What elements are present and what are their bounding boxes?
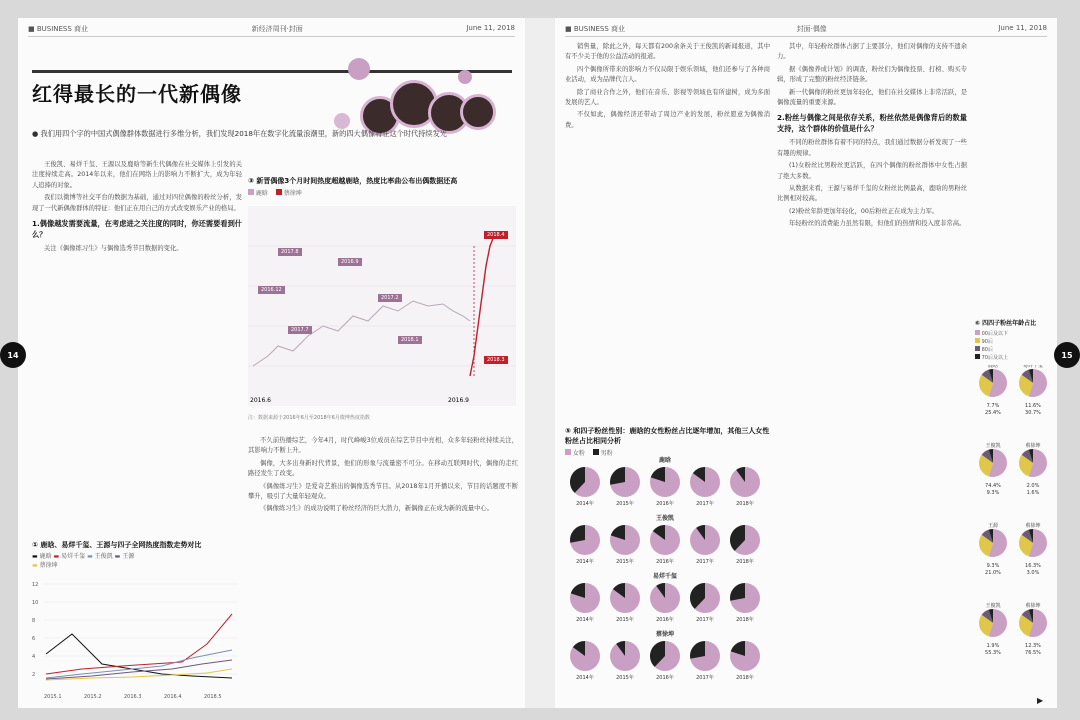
pie-value-label: 1.9%: [986, 643, 1000, 649]
body-column-3: [565, 42, 770, 133]
paragraph: 我们以微博等社交平台的数据为基础，通过对四位偶像的粉丝分析，发现了一代新偶像群体的特征：他们正在用自己的方式改变娱乐产业的格局。: [32, 194, 242, 212]
pie-caption: 2015年: [616, 501, 634, 507]
subheading: 2.粉丝与偶像之间是依存关系，粉丝依然是偶像背后的数量支持，这个群体的价值是什么？: [777, 113, 967, 134]
paragraph: 《偶像练习生》是爱奇艺推出的偶像选秀节目。从2018年1月开播以来，节目的话题度不断攀升，吸引了大量年轻观众。: [248, 482, 518, 501]
pie-value-label: 74.4%: [985, 483, 1001, 489]
page-header: [565, 24, 1047, 37]
chart-tag: 2017.2: [378, 294, 402, 302]
figure-1-chart: [32, 574, 240, 704]
paragraph: (2)粉丝年龄更加年轻化，00后粉丝正在成为主力军。: [789, 207, 939, 215]
legend-caixukun: 蔡徐坤: [283, 190, 302, 197]
legend-item: 70后及以上: [981, 355, 1008, 361]
pie-value-label: 11.6%: [1025, 403, 1041, 409]
page-header: [28, 24, 515, 37]
pie-caption: 2018年: [736, 675, 754, 681]
legend-item: 易烊千玺: [61, 553, 86, 560]
pie-caption: 2015年: [616, 617, 634, 623]
paragraph: 《偶像练习生》的成功说明了粉丝经济的巨大潜力，新偶像正在成为新的流量中心。: [260, 505, 493, 513]
pie-caption: 2014年: [576, 675, 594, 681]
pie-caption: 2017年: [696, 559, 714, 565]
lead-paragraph: ● 我们用四个字的中国式偶像群体数据进行多维分析，我们发现2018年在数字化流量浪潮里，新的四大偶像将在这个时代持续发光: [32, 129, 447, 138]
figure-1-title: ① 鹿晗、易烊千玺、王源与四子全网热度指数走势对比: [32, 541, 202, 549]
legend-item: 男粉: [600, 450, 613, 457]
paragraph: 不同的粉丝群体有着不同的特点，我们通过数据分析发现了一些有趣的规律。: [777, 139, 967, 157]
legend-item: 王俊凯: [94, 553, 113, 560]
pie-name-label: 王俊凯: [985, 443, 1001, 449]
legend-item: 80后: [981, 347, 993, 353]
paragraph: 王俊凯、易烊千玺、王源以及鹿晗等新生代偶像在社交媒体上引发的关注度持续走高。2014年以来，他们在网络上的影响力不断扩大，成为年轻人追捧的对象。: [32, 161, 242, 189]
header-magazine: 新经济周刊·封面: [251, 25, 303, 33]
right-page: [555, 18, 1057, 708]
x-label: 2016.4: [164, 694, 182, 700]
chart-red-tag: 2018.3: [484, 356, 508, 364]
pie-value-label: 2.0%: [1026, 483, 1040, 489]
pie-caption: 2015年: [616, 559, 634, 565]
legend-item: 鹿晗: [39, 553, 52, 560]
x-label: 2015.2: [84, 694, 102, 700]
figure-1-legend: ▬ 鹿晗 ▬ 易烊千玺 ▬ 王俊凯 ▬ 王源 ▬ 蔡徐坤: [32, 553, 135, 569]
header-section: ■ BUSINESS 商业: [565, 25, 626, 33]
legend-item: 00后及以下: [981, 331, 1008, 337]
pie-caption: 2014年: [576, 617, 594, 623]
x-label: 2016.3: [124, 694, 142, 700]
y-label: 8: [32, 618, 36, 624]
pie-value-label: 12.3%: [1025, 643, 1041, 649]
chart-tag: 2017.8: [278, 248, 302, 256]
subheading: 1.偶像越发需要流量，在考虑进之关注度的同时，你还需要看到什么？: [32, 219, 242, 240]
legend-item: 王源: [122, 553, 135, 560]
header-section: ■ BUSINESS 商业: [28, 25, 89, 33]
y-label: 10: [32, 600, 39, 606]
pie-row-label: 易烊千玺: [652, 573, 678, 580]
page-gutter: [525, 18, 555, 708]
pie-slice: [570, 525, 585, 543]
pie-caption: 2014年: [576, 559, 594, 565]
portrait-yiyangqianxi: [460, 94, 496, 130]
x-label: 2015.1: [44, 694, 62, 700]
chart-tag: 2016.12: [258, 286, 285, 294]
pie-value-label: 76.5%: [1025, 650, 1041, 656]
header-date: June 11, 2018: [466, 24, 515, 32]
paragraph: 不仅如此，偶像经济还带动了周边产业的发展，粉丝愿意为偶像消费。: [565, 111, 770, 129]
pie-caption: 2018年: [736, 559, 754, 565]
pie-slice: [610, 467, 625, 485]
legend-item: 90后: [981, 339, 993, 345]
pie-caption: 2016年: [656, 617, 674, 623]
figure-6: [975, 318, 1053, 703]
paragraph: 关注《偶像练习生》与偶像选秀节目数据的变化。: [44, 245, 183, 253]
figure-3-legend: [248, 188, 518, 197]
pie-grid: [565, 454, 770, 694]
pie-caption: 2016年: [656, 501, 674, 507]
pie-value-label: 55.3%: [985, 650, 1001, 656]
pie-value-label: 1.6%: [1026, 490, 1040, 496]
pie-caption: 2017年: [696, 617, 714, 623]
pie-caption: 2016年: [656, 559, 674, 565]
pie-name-label: 王俊凯: [985, 603, 1001, 609]
pie-caption: 2017年: [696, 675, 714, 681]
paragraph: 新一代偶像的粉丝更加年轻化，他们在社交媒体上非常活跃，是偶像流量的重要来源。: [777, 88, 967, 107]
legend-item: 蔡徐坤: [39, 562, 58, 569]
paragraph: 从数据来看，王源与易烊千玺的女粉丝比例最高，鹿晗的男粉丝比例相对较高。: [777, 185, 967, 203]
left-page: [18, 18, 525, 708]
figure-5: [565, 426, 770, 706]
x-label: 2018.5: [204, 694, 222, 700]
legend-luhan: 鹿晗: [255, 190, 268, 197]
pie-name-label: 蔡徐坤: [1025, 603, 1041, 609]
paragraph: 年轻粉丝的消费能力虽然有限，但他们的热情和投入度非常高。: [789, 220, 966, 228]
pie-name-label: 蔡徐坤: [1025, 443, 1041, 449]
y-label: 4: [32, 654, 36, 660]
legend-item: 女粉: [572, 450, 585, 457]
page-number-right: 15: [1054, 342, 1080, 368]
pie-value-label: 21.0%: [985, 570, 1001, 576]
figure-3-title: ③ 新晋偶像3个月时间热度超越鹿晗，热度比率曲公布出偶数据还高: [248, 177, 458, 185]
pie-value-label: 3.0%: [1026, 570, 1040, 576]
paragraph: 其中，年轻粉丝群体占据了主要部分，他们对偶像的支持不遗余力。: [777, 43, 967, 61]
pie-value-label: 9.3%: [986, 563, 1000, 569]
paragraph: 不久前热播综艺，今年4月，时代峰峻3位成员在综艺节目中亮相，众多年轻粉丝持续关注，其影响力不断上升。: [248, 437, 518, 455]
chart-red-tag: 2018.4: [484, 231, 508, 239]
x-label: 2016.6: [250, 397, 271, 404]
body-column-4: [777, 42, 967, 232]
pie-value-label: 16.3%: [1025, 563, 1041, 569]
paragraph: 偶像，大多出身新时代背景，他们的形象与流量密不可分。在移动互联网时代，偶像的走红路径发生了改变。: [248, 459, 518, 478]
header-date: June 11, 2018: [998, 24, 1047, 32]
pie-name-label: 易烊千玺: [1022, 365, 1044, 369]
pie-caption: 2015年: [616, 675, 634, 681]
y-label: 2: [32, 672, 36, 678]
page-number-left: 14: [0, 342, 26, 368]
paragraph: 据《偶像养成计划》的调查，粉丝们为偶像投票、打榜、购买专辑，形成了完整的粉丝经济链条。: [777, 65, 967, 84]
title-rule: [32, 70, 512, 73]
pie-caption: 2018年: [736, 501, 754, 507]
pie-name-label: 鹿晗: [987, 365, 999, 369]
pie-value-label: 7.7%: [986, 403, 1000, 409]
pie-value-label: 9.3%: [986, 490, 1000, 496]
pie-value-label: 30.7%: [1025, 410, 1041, 416]
pie-value-label: 25.4%: [985, 410, 1001, 416]
paragraph: (1)女粉丝比男粉丝更活跃，在四个偶像的粉丝群体中女性占据了绝大多数。: [777, 162, 967, 180]
figure-6-title: ⑥ 四四子粉丝年龄占比: [975, 320, 1037, 327]
chart-tag: 2018.1: [398, 336, 422, 344]
pie-name-label: 蔡徐坤: [1025, 523, 1041, 529]
paragraph: 四个偶像所带来的影响力不仅局限于娱乐领域，他们还参与了各种商业活动，成为品牌代言人。: [565, 65, 770, 84]
paragraph: 销售量，除此之外，每天都有200余条关于王俊凯的新闻报道，其中有不少关于他的公益活动的报道。: [565, 43, 770, 61]
x-label: 2016.9: [448, 397, 469, 404]
figure-3-chart: [248, 206, 516, 421]
pie-caption: 2014年: [576, 501, 594, 507]
page-title: 红得最长的一代新偶像: [32, 82, 242, 106]
chart-tag: 2017.7: [288, 326, 312, 334]
decor-bubble: [334, 113, 350, 129]
pie-row-label: 鹿晗: [658, 457, 672, 464]
chart-tag: 2016.9: [338, 258, 362, 266]
pie-caption: 2016年: [656, 675, 674, 681]
pie-name-label: 王源: [987, 523, 999, 529]
figure-3-footnote: 注：数据来源于2016年6月至2018年6月微博热度指数: [248, 415, 370, 421]
pie-slice: [730, 583, 745, 601]
pie-slice: [690, 641, 705, 659]
pie-row-label: 王俊凯: [655, 515, 675, 522]
body-column-2: [248, 436, 518, 517]
figure-6-pies: [975, 365, 1053, 695]
figure-1: [32, 540, 242, 705]
continue-arrow-icon: ▶: [1037, 696, 1044, 705]
y-label: 6: [32, 636, 36, 642]
decor-bubble: [458, 70, 472, 84]
pie-caption: 2018年: [736, 617, 754, 623]
body-column-1: [32, 160, 242, 256]
header-magazine: 封面·偶像: [796, 25, 827, 33]
figure-6-legend: [975, 330, 1053, 362]
pie-row-label: 蔡徐坤: [655, 631, 675, 638]
paragraph: 除了商业合作之外，他们在音乐、影视等领域也有所建树，成为多面发展的艺人。: [565, 88, 770, 107]
figure-3: [248, 176, 518, 426]
figure-5-title: ⑤ 和四子粉丝性别：鹿晗的女性粉丝占比逐年增加，其他三人女性粉丝占比相同分析: [565, 427, 770, 445]
pie-caption: 2017年: [696, 501, 714, 507]
decor-bubble: [348, 58, 370, 80]
y-label: 12: [32, 582, 39, 588]
